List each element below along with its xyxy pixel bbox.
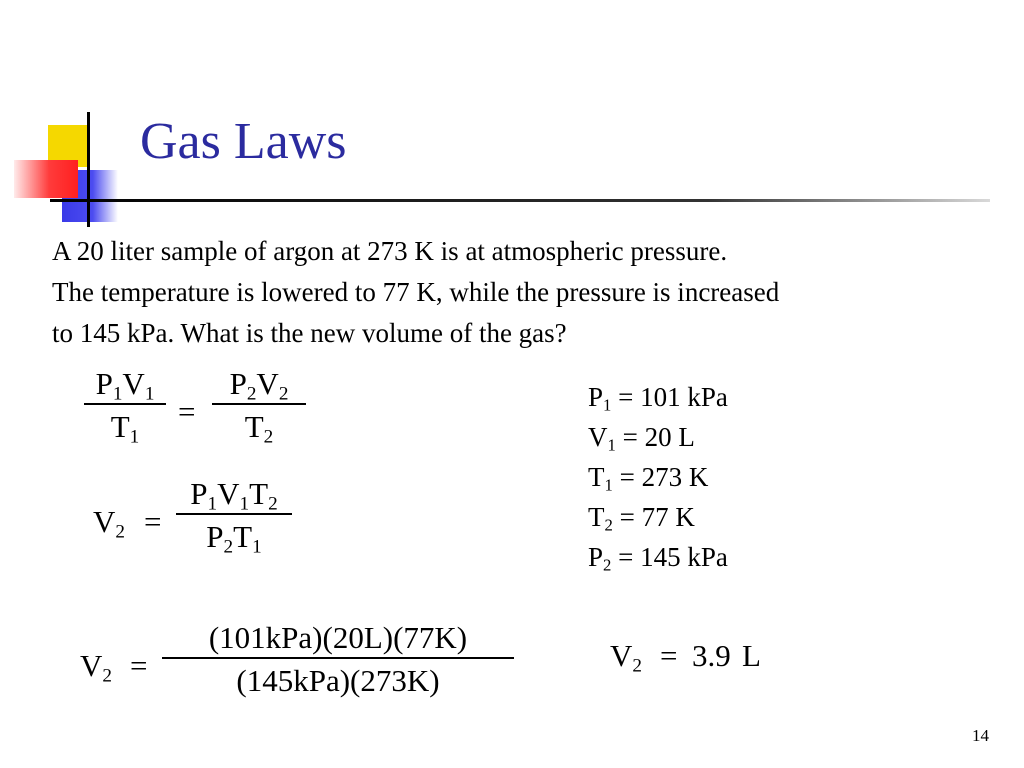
problem-line: The temperature is lowered to 77 K, while the pressure is increased <box>52 277 780 307</box>
numeric-denominator: (145kPa)(273K) <box>236 663 440 698</box>
equals-sign: = <box>130 648 148 683</box>
given-value: $T_1 = 273$ K <box>588 462 709 495</box>
left-fraction: $\frac{P_1V_1}{T_1}$ <box>82 368 168 442</box>
slide-logo <box>0 0 140 230</box>
logo-red-bar <box>14 160 78 198</box>
title-underline <box>50 199 990 202</box>
equals-sign: = <box>660 638 678 673</box>
equals-sign: = <box>144 504 162 539</box>
given-value: $P_2 = 145$ kPa <box>588 542 728 575</box>
v2-label: $V_2$ <box>93 504 125 543</box>
equals-sign: = <box>178 394 196 429</box>
problem-statement <box>52 231 992 354</box>
given-value: $V_1 = 20$ L <box>588 422 695 455</box>
logo-vertical-line <box>87 112 90 227</box>
right-fraction: $\frac{P_2V_2}{T_2}$ <box>210 368 308 442</box>
result-value: 3.9 <box>692 638 731 673</box>
given-values-list <box>588 377 728 577</box>
problem-line: to 145 kPa. What is the new volume of the gas? <box>52 318 567 348</box>
numeric-fraction <box>160 622 516 696</box>
given-value: $P_1 = 101$ kPa <box>588 382 728 415</box>
page-number: 14 <box>972 726 989 745</box>
solved-fraction: $\frac{P_1V_1T_2}{P_2T_1}$ <box>174 478 294 552</box>
numeric-numerator: (101kPa)(20L)(77K) <box>162 622 514 659</box>
problem-line: A 20 liter sample of argon at 273 K is at atmospheric pressure. <box>52 236 728 266</box>
v2-label: $V_2$ <box>80 648 112 687</box>
v2-label: $V_2$ <box>610 638 642 677</box>
given-value: $T_2 = 77$ K <box>588 502 695 535</box>
slide-title: Gas Laws <box>140 113 347 170</box>
result-unit: L <box>742 638 761 673</box>
